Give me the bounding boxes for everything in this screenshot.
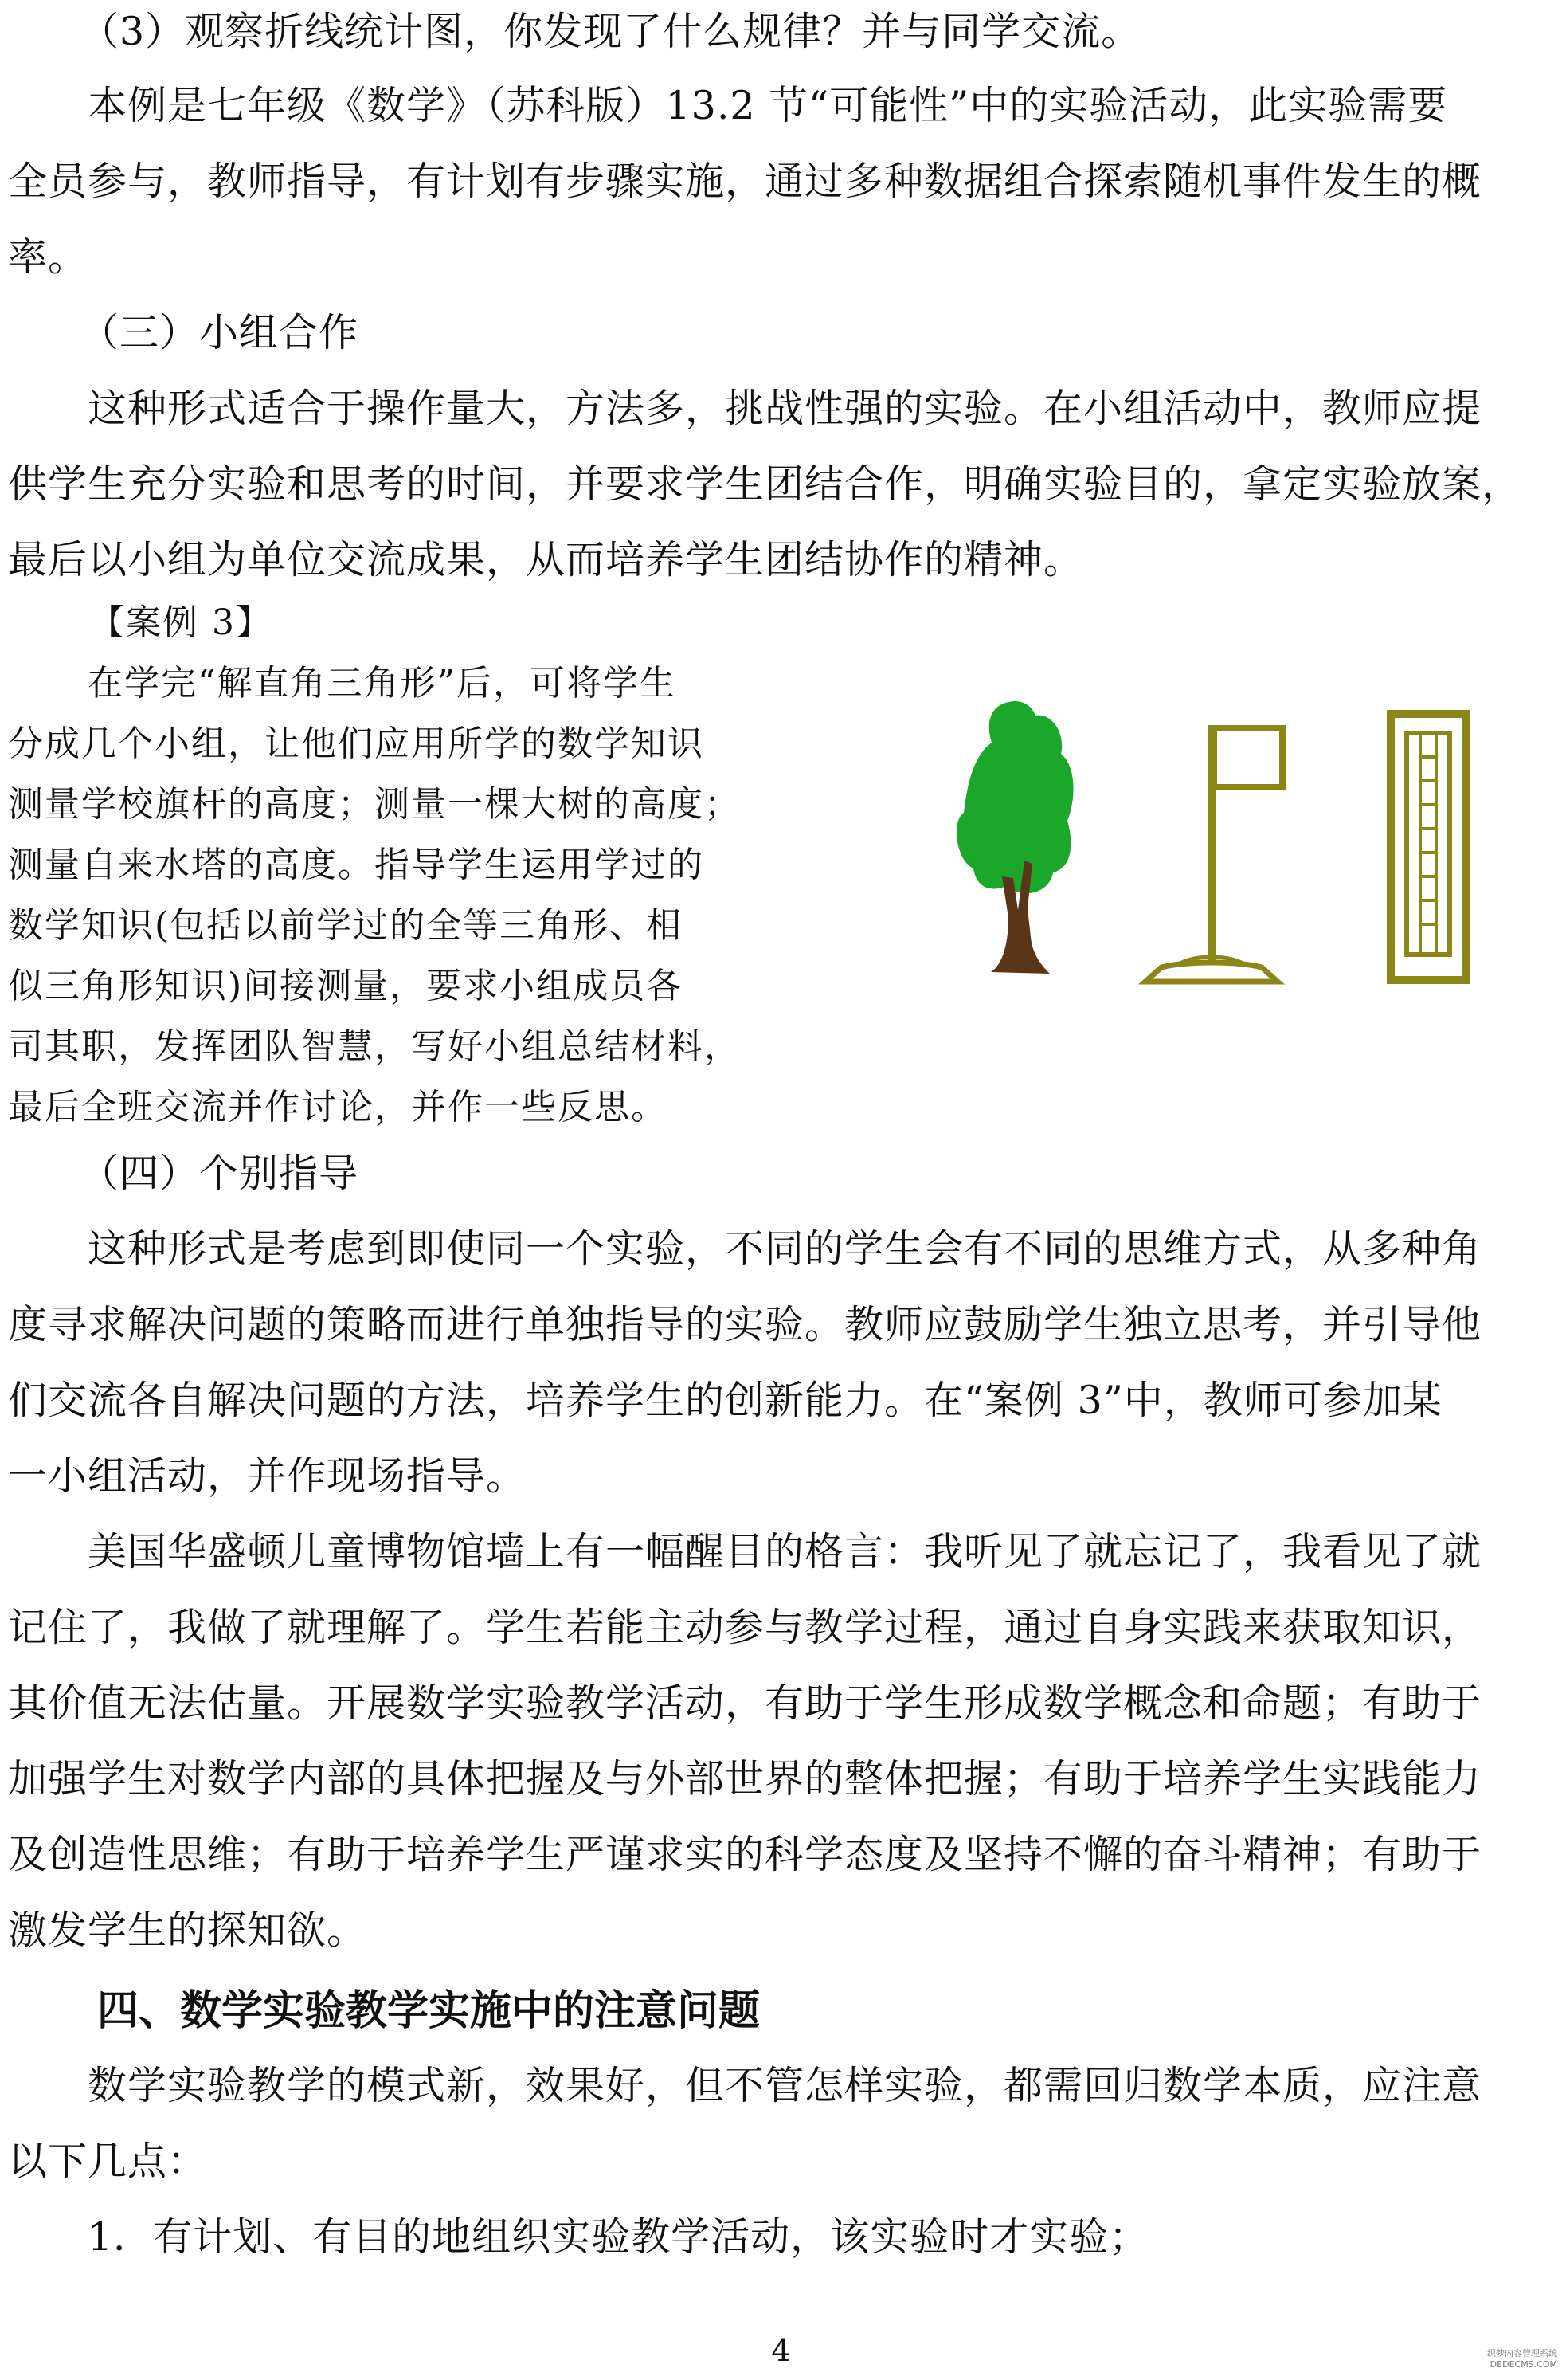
page-number: 4	[771, 2333, 791, 2368]
tree-icon	[957, 701, 1074, 974]
watermark-line: 织梦内容管理系统	[1487, 2348, 1557, 2358]
list-item: 1．有计划、有目的地组织实验教学活动，该实验时才实验；	[88, 2214, 1149, 2260]
text-line: 全员参与，教师指导，有计划有步骤实施，通过多种数据组合探索随机事件发生的概	[8, 159, 1482, 204]
text-line: 一小组活动，并作现场指导。	[8, 1453, 527, 1499]
case-text-line: 最后全班交流并作讨论，并作一些反思。	[8, 1087, 667, 1127]
text-line: 度寻求解决问题的策略而进行单独指导的实验。教师应鼓励学生独立思考，并引导他	[8, 1302, 1482, 1347]
text-line: （3）观察折线统计图，你发现了什么规律？并与同学交流。	[80, 9, 1141, 54]
text-line: 最后以小组为单位交流成果，从而培养学生团结协作的精神。	[8, 537, 1084, 582]
text-line: 们交流各自解决问题的方法，培养学生的创新能力。在“案例 3”中，教师可参加某	[8, 1378, 1443, 1423]
case-text-line: 测量自来水塔的高度。指导学生运用学过的	[8, 845, 704, 885]
water-tower-icon	[1391, 714, 1466, 980]
text-line: 激发学生的探知欲。	[8, 1908, 367, 1953]
text-line: 本例是七年级《数学》（苏科版）13.2 节“可能性”中的实验活动，此实验需要	[88, 83, 1448, 128]
text-line: 以下几点：	[8, 2139, 208, 2184]
case-text-line: 似三角形知识)间接测量，要求小组成员各	[8, 966, 683, 1006]
text-line: 其价值无法估量。开展数学实验教学活动，有助于学生形成数学概念和命题；有助于	[8, 1680, 1482, 1726]
text-line: 记住了，我做了就理解了。学生若能主动参与教学过程，通过自身实践来获取知识，	[8, 1605, 1482, 1650]
text-line: 率。	[8, 234, 88, 280]
measurement-illustration	[956, 701, 1497, 1052]
case-text-line: 数学知识(包括以前学过的全等三角形、相	[8, 905, 683, 946]
case-label: 【案例 3】	[89, 602, 272, 643]
text-line: 美国华盛顿儿童博物馆墙上有一幅醒目的格言：我听见了就忘记了，我看见了就	[88, 1529, 1482, 1574]
section-title: （三）小组合作	[80, 310, 359, 355]
text-line: 加强学生对数学内部的具体把握及与外部世界的整体把握；有助于培养学生实践能力	[8, 1756, 1482, 1802]
flagpole-icon	[1145, 725, 1282, 982]
section-heading: 四、数学实验教学实施中的注意问题	[97, 1987, 761, 2035]
text-line: 及创造性思维；有助于培养学生严谨求实的科学态度及坚持不懈的奋斗精神；有助于	[8, 1832, 1482, 1877]
watermark	[1470, 2348, 1557, 2375]
text-line: 数学实验教学的模式新，效果好，但不管怎样实验，都需回归数学本质，应注意	[88, 2063, 1482, 2108]
case-text-line: 分成几个小组，让他们应用所学的数学知识	[8, 723, 704, 764]
watermark-line: DEDECMS.COM	[1490, 2359, 1557, 2370]
case-text-line: 在学完“解直角三角形”后，可将学生	[88, 663, 676, 704]
text-line: 供学生充分实验和思考的时间，并要求学生团结合作，明确实验目的，拿定实验放案，	[8, 461, 1522, 507]
text-line: 这种形式是考虑到即使同一个实验，不同的学生会有不同的思维方式，从多种角	[88, 1226, 1482, 1272]
text-line: 这种形式适合于操作量大，方法多，挑战性强的实验。在小组活动中，教师应提	[88, 386, 1482, 431]
case-text-line: 测量学校旗杆的高度；测量一棵大树的高度；	[8, 784, 741, 825]
section-title: （四）个别指导	[80, 1151, 359, 1196]
case-text-line: 司其职，发挥团队智慧，写好小组总结材料，	[8, 1026, 741, 1067]
